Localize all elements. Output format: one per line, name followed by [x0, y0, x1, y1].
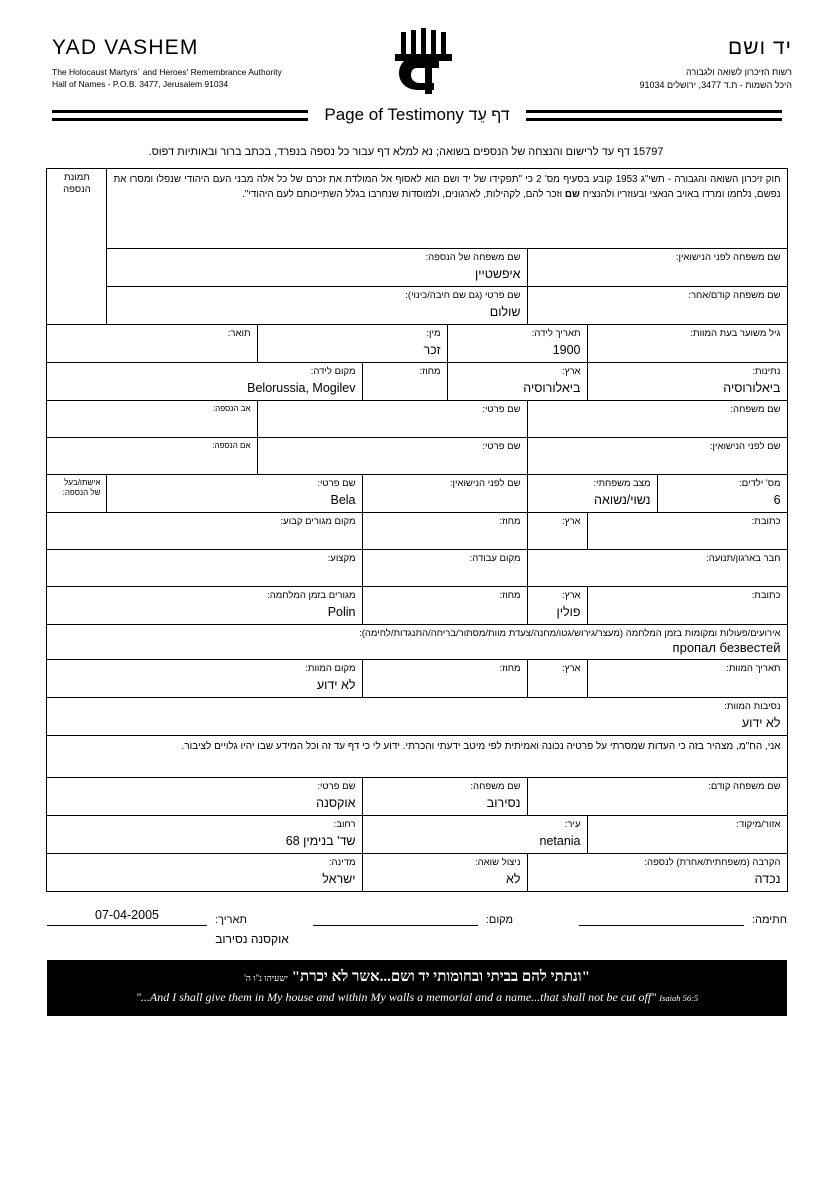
previous-family-name-cell[interactable] — [527, 287, 787, 325]
birth-country-cell[interactable] — [447, 363, 587, 401]
mother-first-name-value — [264, 453, 521, 470]
instruction-text: דף עד לרישום והנצחה של הנספים בשואה; נא למלא דף עבור כל נספה בנפרד, בכתב ברור ובאותיות דפוס. — [148, 146, 630, 158]
relation-label: הקרבה (משפחתית/אחרת) לנספה: — [644, 857, 781, 868]
residence-country-value — [534, 528, 581, 545]
birth-district-cell[interactable] — [362, 363, 447, 401]
workplace-label: מקום עבודה: — [469, 553, 521, 564]
death-district-cell[interactable] — [362, 660, 527, 698]
declaration-cell — [47, 736, 787, 778]
survivor-cell[interactable] — [362, 854, 527, 892]
spouse-side-label: אישתו/בעל של הנספה: — [62, 478, 101, 497]
instruction-line — [0, 146, 834, 158]
page-title-he: דף עֵד — [468, 107, 510, 124]
quote-english-text: "...And I shall give them in My house and within My walls a memorial and a name...that shall not be cut off" — [135, 990, 657, 1004]
quote-hebrew-source: ישעיהו נ"ו ה' — [244, 973, 288, 983]
title-rule-left — [52, 110, 308, 121]
spouse-first-name-value: Bela — [330, 493, 356, 507]
submitter-street-label: רחוב: — [333, 819, 356, 830]
signature-block — [579, 908, 787, 926]
mother-maiden-name-cell[interactable] — [527, 438, 787, 475]
organization-label: חבר בארגון/תנועה: — [706, 553, 781, 564]
organization-cell[interactable] — [527, 550, 787, 587]
yad-vashem-menorah-logo-icon — [362, 28, 482, 94]
page-title — [308, 105, 525, 125]
relation-row — [47, 854, 787, 892]
birth-date-label: תאריך לידה: — [531, 328, 581, 339]
permanent-residence-cell[interactable] — [47, 513, 362, 550]
appearance-value — [53, 340, 250, 357]
war-address-label: כתובת: — [751, 590, 781, 601]
mother-first-name-cell[interactable] — [257, 438, 527, 475]
declaration-text: אני, הח"מ, מצהיר בזה כי העדות שמסרתי על פרטיה נכונה ואמיתית לפי מיטב ידעתי והכרתי. ידוע לי כי דף עד זה וכל המידע שבו יהיו גלויים לציבור. — [181, 741, 781, 752]
place-block — [313, 908, 513, 926]
birth-date-cell[interactable] — [447, 325, 587, 363]
father-family-name-cell[interactable] — [527, 401, 787, 438]
submitter-city-label: עיר: — [564, 819, 581, 830]
profession-cell[interactable] — [47, 550, 362, 587]
residence-district-cell[interactable] — [362, 513, 527, 550]
workplace-value — [369, 565, 521, 582]
death-country-label: ארץ: — [562, 663, 581, 674]
submitter-family-label: שם משפחה: — [470, 781, 521, 792]
residence-address-cell[interactable] — [587, 513, 787, 550]
organization-subtitle-en-line2: Hall of Names - P.O.B. 3477, Jerusalem 91034 — [52, 79, 229, 89]
children-count-cell[interactable] — [657, 475, 787, 513]
first-name-value: שולום — [489, 305, 521, 319]
war-country-cell[interactable] — [527, 587, 587, 625]
birth-place-row — [47, 363, 787, 401]
family-name-row — [47, 249, 787, 287]
document-header — [0, 0, 834, 92]
relation-cell[interactable] — [527, 854, 787, 892]
profession-row — [47, 550, 787, 587]
submitter-city-cell[interactable] — [362, 816, 587, 854]
death-district-value — [369, 675, 521, 692]
permanent-residence-row — [47, 513, 787, 550]
birth-country-value: ביאלורוסיה — [523, 381, 581, 395]
date-block — [47, 908, 247, 926]
mother-first-name-label: שם פרטי: — [482, 441, 521, 452]
death-place-cell[interactable] — [47, 660, 362, 698]
war-residence-cell[interactable] — [47, 587, 362, 625]
citizenship-label: נתינות: — [752, 366, 781, 377]
appearance-label: תואר: — [227, 328, 251, 339]
permanent-residence-value — [53, 528, 355, 545]
war-country-label: ארץ: — [562, 590, 581, 601]
mother-side-label: אם הנספה: — [212, 441, 251, 450]
title-rule-right — [526, 110, 782, 121]
citizenship-cell[interactable] — [587, 363, 787, 401]
submitter-address-row — [47, 816, 787, 854]
spouse-maiden-name-value — [369, 490, 521, 507]
children-count-value: 6 — [773, 493, 781, 507]
submitter-street-value: שד' בנימין 68 — [285, 834, 356, 848]
family-name-cell[interactable] — [107, 249, 527, 287]
death-circumstances-value: לא ידוע — [741, 716, 781, 730]
previous-family-name-label: שם משפחה קודם/אחר: — [688, 290, 781, 301]
submitter-previous-family-label: שם משפחה קודם: — [708, 781, 781, 792]
submitter-name-row — [47, 778, 787, 816]
residence-address-label: כתובת: — [751, 516, 781, 527]
family-name-before-marriage-value — [534, 264, 781, 281]
profession-value — [53, 565, 355, 582]
father-first-name-value — [264, 416, 521, 433]
residence-district-label: מחוז: — [499, 516, 521, 527]
death-place-label: מקום המוות: — [305, 663, 356, 674]
organization-name-he: יד ושם — [728, 36, 792, 59]
sex-value: זכר — [423, 343, 441, 357]
signature-label: חתימה: — [751, 914, 787, 926]
place-label: מקום: — [485, 914, 514, 926]
date-field[interactable]: 07-04-2005 — [47, 908, 207, 926]
death-circumstances-cell[interactable] — [47, 698, 787, 736]
birth-district-value — [369, 378, 441, 395]
spouse-side-cell — [47, 475, 107, 513]
submitter-country-value: ישראל — [322, 872, 356, 886]
birth-row — [47, 325, 787, 363]
spouse-maiden-name-cell[interactable] — [362, 475, 527, 513]
organization-subtitle-en-line1: The Holocaust Martyrs´ and Heroes' Remembrance Authority — [52, 67, 282, 77]
first-name-cell[interactable] — [107, 287, 527, 325]
events-value: пропал безвестей — [672, 640, 781, 655]
form-number: 15797 — [632, 146, 664, 158]
photo-placeholder-cell — [47, 169, 107, 325]
submitter-street-cell[interactable] — [47, 816, 362, 854]
survivor-value: לא — [506, 872, 521, 886]
law-text-prefix: חוק זיכרון השואה והגבורה - תשי"ג 1953 קובע בסעיף מס' 2 כי "תפקידו של יד ושם הוא לאסוף אל המולדת את זכרם של כל אלה מבני העם היהודי שנפלו ומסרו את נפשם, נלחמו ומרדו באויב הנאצי ובעוזריו ולהנציח — [113, 174, 781, 200]
father-family-name-label: שם משפחה: — [730, 404, 781, 415]
submitter-country-cell[interactable] — [47, 854, 362, 892]
family-name-label: שם משפחה של הנספה: — [425, 252, 521, 263]
death-date-value — [594, 675, 781, 692]
footer-quote-banner — [47, 960, 787, 1016]
war-district-label: מחוז: — [499, 590, 521, 601]
death-district-label: מחוז: — [499, 663, 521, 674]
events-row — [47, 625, 787, 660]
age-at-death-value — [594, 340, 781, 357]
family-name-before-marriage-cell[interactable] — [527, 249, 787, 287]
relation-value: נכדה — [754, 872, 781, 886]
place-field[interactable] — [313, 908, 478, 926]
birth-place-label: מקום לידה: — [310, 366, 356, 377]
mother-maiden-name-label: שם לפני הנישואין: — [709, 441, 781, 452]
sex-label: מין: — [426, 328, 441, 339]
submitter-city-value: netania — [539, 834, 581, 848]
workplace-cell[interactable] — [362, 550, 527, 587]
submitter-first-cell[interactable] — [47, 778, 362, 816]
law-text-cell — [107, 169, 787, 249]
mother-side-cell — [47, 438, 257, 475]
war-district-cell[interactable] — [362, 587, 527, 625]
quote-hebrew-text: "ונתתי להם בביתי ובחומותי יד ושם...אשר לא יכרת" — [291, 969, 590, 985]
spouse-first-name-cell[interactable] — [107, 475, 362, 513]
father-side-cell — [47, 401, 257, 438]
date-label: תאריך: — [215, 914, 247, 926]
submitter-previous-family-cell[interactable] — [527, 778, 787, 816]
survivor-label: ניצול שואה: — [475, 857, 521, 868]
submitter-zone-cell[interactable] — [587, 816, 787, 854]
submitter-zone-label: אזור/מיקוד: — [736, 819, 781, 830]
spouse-maiden-name-label: שם לפני הנישואין: — [449, 478, 521, 489]
family-name-before-marriage-label: שם משפחה לפני הנישואין: — [675, 252, 781, 263]
death-place-value: לא ידוע — [316, 678, 356, 692]
residence-district-value — [369, 528, 521, 545]
father-first-name-label: שם פרטי: — [482, 404, 521, 415]
submitter-previous-family-value — [534, 793, 781, 810]
death-country-cell[interactable] — [527, 660, 587, 698]
age-at-death-cell[interactable] — [587, 325, 787, 363]
war-residence-label: מגורים בזמן המלחמה: — [267, 590, 356, 601]
declaration-row — [47, 736, 787, 778]
residence-address-value — [594, 528, 781, 545]
organization-name-en: YAD VASHEM — [52, 36, 199, 59]
death-row — [47, 660, 787, 698]
signature-row — [47, 908, 787, 926]
age-at-death-label: גיל משוער בעת המוות: — [690, 328, 781, 339]
permanent-residence-label: מקום מגורים קבוע: — [280, 516, 356, 527]
war-country-value: פולין — [556, 605, 581, 619]
birth-place-cell[interactable] — [47, 363, 362, 401]
birth-place-value: Belorussia, Mogilev — [247, 381, 356, 395]
submitter-country-label: מדינה: — [328, 857, 356, 868]
header-english-block — [52, 36, 352, 90]
page-title-en: Page of Testimony — [324, 105, 464, 124]
citizenship-value: ביאלורוסיה — [723, 381, 781, 395]
submitter-family-value: נסירוב — [486, 796, 521, 810]
photo-label: תמונת הנספה — [63, 172, 91, 195]
children-count-label: מס' ילדים: — [739, 478, 781, 489]
death-country-value — [534, 675, 581, 692]
law-row — [47, 169, 787, 249]
submitter-first-label: שם פרטי: — [317, 781, 356, 792]
law-text-suffix: וזכר להם, לקהילות, לארגונים, ולמוסדות שנחרבו בגלל השתייכותם לעם היהודי". — [242, 189, 563, 200]
war-district-value — [369, 602, 521, 619]
spouse-first-name-label: שם פרטי: — [317, 478, 356, 489]
events-cell[interactable] — [47, 625, 787, 660]
header-hebrew-block — [492, 36, 792, 92]
residence-country-cell[interactable] — [527, 513, 587, 550]
organization-subtitle-he-line2: היכל השמות - ת.ד 3477, ירושלים 91034 — [639, 80, 792, 90]
quote-hebrew — [47, 969, 787, 986]
mother-row — [47, 438, 787, 475]
first-name-label: שם פרטי (גם שם חיבה/כינוי): — [405, 290, 521, 301]
sex-cell[interactable] — [257, 325, 447, 363]
appearance-cell[interactable] — [47, 325, 257, 363]
father-first-name-cell[interactable] — [257, 401, 527, 438]
marital-status-label: מצב משפחתי: — [593, 478, 651, 489]
submitter-family-cell[interactable] — [362, 778, 527, 816]
quote-english — [47, 990, 787, 1005]
signature-field[interactable] — [579, 908, 744, 926]
law-text-bold: שם — [564, 189, 580, 200]
organization-subtitle-he-line1: רשות הזיכרון לשואה ולגבורה — [685, 67, 792, 77]
birth-district-label: מחוז: — [419, 366, 441, 377]
family-name-value: איפשטיין — [475, 267, 521, 281]
logo-container — [362, 28, 482, 94]
marital-status-value: נשוי/נשואה — [594, 493, 651, 507]
death-circumstances-row — [47, 698, 787, 736]
war-residence-value: Polin — [327, 605, 356, 619]
first-name-row — [47, 287, 787, 325]
spouse-row — [47, 475, 787, 513]
father-side-label: אב הנספה: — [212, 404, 251, 413]
document-title-bar — [0, 98, 834, 132]
profession-label: מקצוע: — [327, 553, 356, 564]
organization-value — [534, 565, 781, 582]
death-date-label: תאריך המוות: — [726, 663, 781, 674]
residence-country-label: ארץ: — [562, 516, 581, 527]
submitter-zone-value — [594, 831, 781, 848]
father-family-name-value — [534, 416, 781, 433]
death-date-cell[interactable] — [587, 660, 787, 698]
birth-date-value: 1900 — [552, 343, 581, 357]
previous-family-name-value — [534, 302, 781, 319]
death-circumstances-label: נסיבות המוות: — [724, 701, 781, 712]
testimony-form-table — [46, 168, 787, 892]
submitter-first-value: אוקסנה — [316, 796, 356, 810]
marital-status-cell[interactable] — [527, 475, 657, 513]
submitter-full-name: אוקסנה נסירוב — [215, 932, 289, 946]
quote-english-source: Isaiah 56:5 — [659, 993, 699, 1003]
birth-country-label: ארץ: — [562, 366, 581, 377]
father-row — [47, 401, 787, 438]
mother-maiden-name-value — [534, 453, 781, 470]
events-label: אירועים/פעולות ומקומות בזמן המלחמה (מעצר/גירוש/גטו/מחנה/צעדת מוות/מסתור/בריחה/התנגדות/לחימה): — [359, 628, 781, 639]
